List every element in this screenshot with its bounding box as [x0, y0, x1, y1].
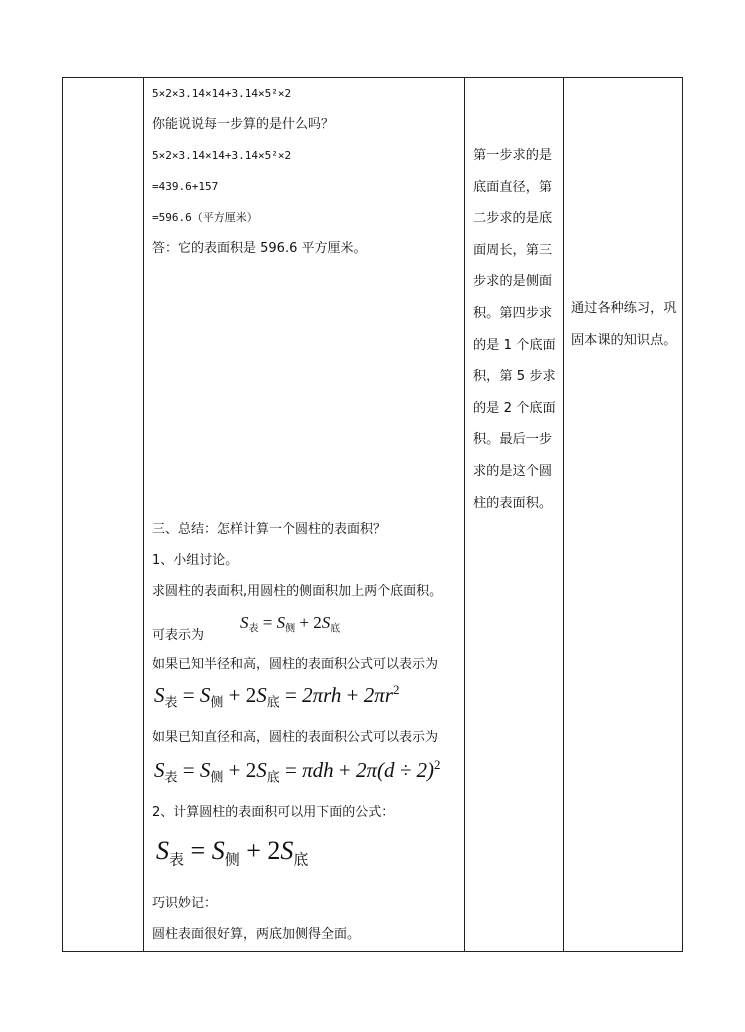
step-explanation: 第一步求的是底面直径，第二步求的是底面周长，第三步求的是侧面积。第四步求的是 1 个底面积，第 5 步求的是 2 个底面积。最后一步求的是这个圆柱的表面积。	[473, 148, 556, 511]
radius-surface-formula: $S_表 = S_侧 + 2S_底 = 2\pi rh + 2\pi r^2$	[154, 682, 400, 711]
mnemonic-title: 巧识妙记：	[152, 896, 218, 911]
calc-expression-repeat: 5×2×3.14×14+3.14×5²×2	[152, 149, 292, 162]
surface-formula-small: $S_表 = S_侧 + 2S_底$	[240, 613, 341, 635]
question-text: 你能说说每一步算的是什么吗？	[152, 117, 335, 132]
summary-statement: 求圆柱的表面积,用圆柱的侧面积加上两个底面积。	[152, 584, 443, 599]
calc-expression: 5×2×3.14×14+3.14×5²×2	[152, 87, 292, 100]
student-activity-cell	[467, 78, 561, 951]
purpose-text: 通过各种练习，巩固本课的知识点。	[571, 301, 677, 348]
design-intent-cell	[565, 78, 682, 951]
teaching-process-cell	[146, 78, 462, 951]
diameter-formula-label: 如果已知直径和高，圆柱的表面积公式可以表示为	[152, 730, 439, 745]
diameter-surface-formula: $S_表 = S_侧 + 2S_底 = \pi dh + 2\pi(d \div 2)^2$	[154, 757, 441, 786]
calc-result: =596.6（平方厘米）	[152, 211, 258, 224]
summary-item-2: 2、计算圆柱的表面积可以用下面的公式：	[152, 805, 395, 820]
surface-formula-large: $S_表 = S_侧 + 2S_底$	[156, 836, 309, 869]
column-divider	[464, 78, 465, 951]
summary-heading: 三、总结：怎样计算一个圆柱的表面积？	[152, 522, 387, 537]
lesson-table	[62, 77, 683, 952]
column-divider	[143, 78, 144, 951]
express-label: 可表示为	[152, 628, 205, 643]
column-divider	[563, 78, 564, 951]
mnemonic-text: 圆柱表面很好算，两底加侧得全面。	[152, 927, 361, 942]
calc-step: =439.6+157	[152, 180, 219, 193]
answer-text: 答：它的表面积是 596.6 平方厘米。	[152, 241, 367, 256]
summary-item-1: 1、小组讨论。	[152, 553, 239, 568]
radius-formula-label: 如果已知半径和高，圆柱的表面积公式可以表示为	[152, 657, 439, 672]
